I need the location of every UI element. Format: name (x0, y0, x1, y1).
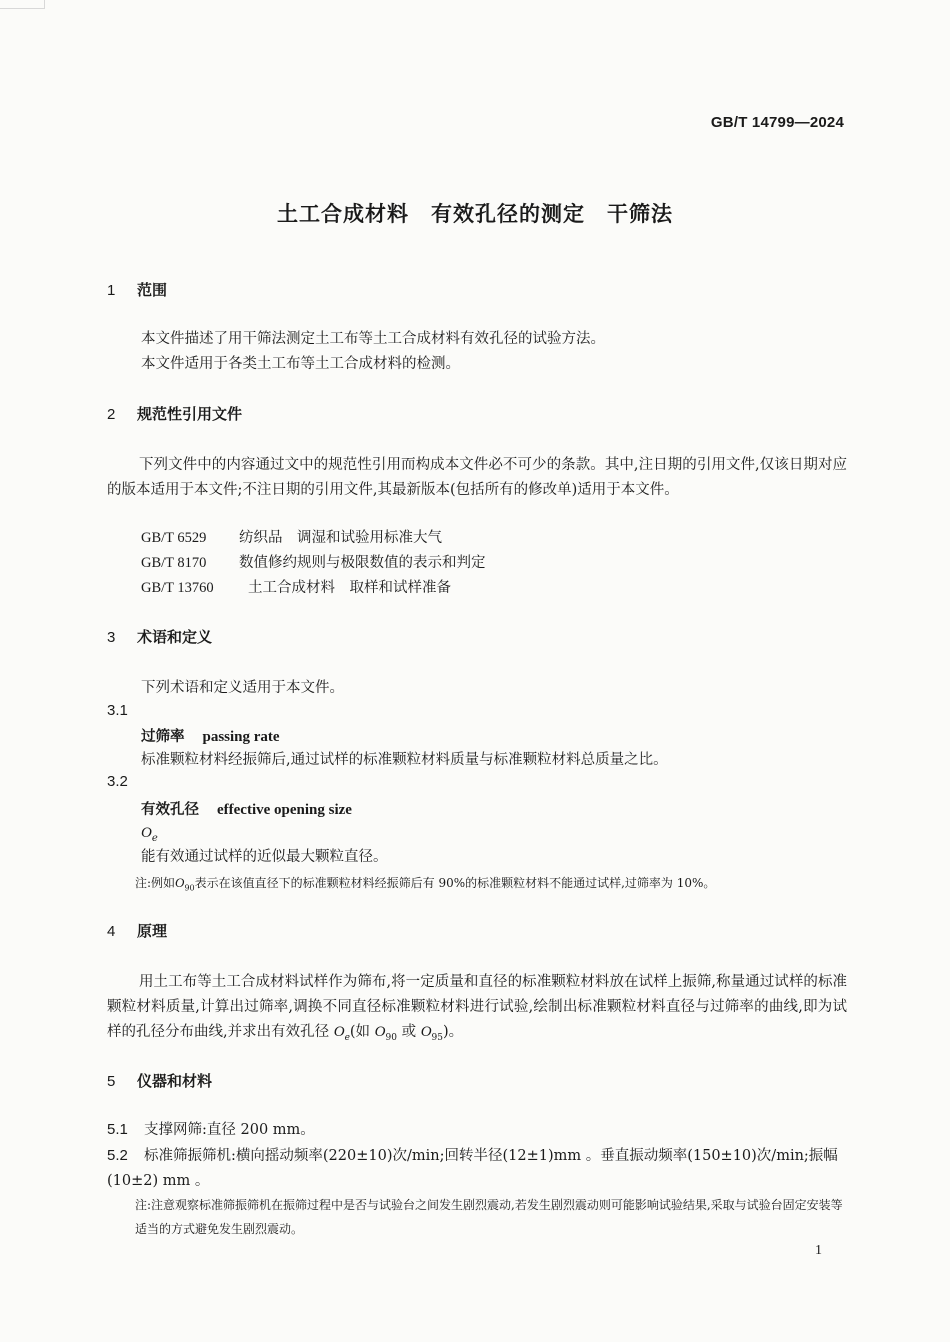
item-number: 5.1 (107, 1121, 128, 1138)
section-2-heading (107, 403, 242, 424)
symbol-letter: O (420, 1024, 432, 1040)
reference-item (141, 576, 451, 597)
section-number: 3 (107, 629, 116, 646)
section-1-heading (107, 279, 167, 300)
term-number: 3.2 (107, 773, 128, 790)
reference-code: GB/T 6529 (141, 530, 207, 546)
instrument-note: 注:注意观察标准筛振筛机在振筛过程中是否与试验台之间发生剧烈震动,若发生剧烈震动则可能影响试验结果,采取与试验台固定安装等适当的方式避免发生剧烈震动。 (135, 1198, 843, 1236)
reference-item (141, 551, 486, 572)
page-number: 1 (815, 1243, 822, 1258)
section-4-heading (107, 920, 167, 941)
reference-name: 土工合成材料 取样和试样准备 (248, 580, 451, 596)
section-title: 范围 (137, 281, 168, 299)
symbol-subscript: 90 (385, 1032, 397, 1043)
term-definition: 标准颗粒材料经振筛后,通过试样的标准颗粒材料质量与标准颗粒材料总质量之比。 (141, 752, 668, 768)
term-english: effective opening size (217, 802, 352, 818)
note-text: 注:例如 (135, 876, 176, 890)
term-english: passing rate (202, 729, 280, 745)
symbol-letter: O (374, 1024, 386, 1040)
instrument-item (107, 1143, 845, 1194)
term-number: 3.1 (107, 702, 128, 719)
symbol-letter: O (141, 825, 152, 841)
reference-code: GB/T 8170 (141, 555, 207, 571)
term-entry (141, 798, 352, 819)
note-text: 表示在该值直径下的标准颗粒材料经振筛后有 90%的标准颗粒材料不能通过试样,过筛率为 10%。 (194, 876, 716, 890)
item-text: 支撑网筛:直径 200 mm。 (144, 1122, 315, 1138)
section-5-heading (107, 1070, 212, 1091)
reference-item (141, 526, 442, 547)
section-title: 原理 (137, 922, 168, 940)
paragraph-text: (如 (349, 1024, 371, 1040)
section-4-paragraph (107, 970, 847, 1051)
note-symbol: O (175, 875, 185, 890)
section-title: 术语和定义 (137, 628, 213, 646)
section-title: 规范性引用文件 (137, 405, 243, 423)
page-corner-mark (0, 0, 45, 9)
section-1-paragraph-1: 本文件描述了用干筛法测定土工布等土工合成材料有效孔径的试验方法。 (141, 331, 605, 347)
section-1-paragraph-2: 本文件适用于各类土工布等土工合成材料的检测。 (141, 356, 460, 372)
term-chinese: 过筛率 (141, 729, 185, 745)
term-chinese: 有效孔径 (141, 802, 199, 818)
symbol-subscript: e (344, 1032, 350, 1043)
term-symbol (141, 822, 158, 844)
reference-code: GB/T 13760 (141, 580, 214, 596)
item-text: 标准筛振筛机:横向摇动频率(220±10)次/min;回转半径(12±1)mm 。垂直振动频率(150±10)次/min;振幅(10±2) mm 。 (107, 1148, 838, 1189)
section-number: 5 (107, 1073, 116, 1090)
symbol-subscript: 95 (431, 1032, 443, 1043)
reference-name: 数值修约规则与极限数值的表示和判定 (239, 555, 486, 571)
term-entry (141, 725, 280, 746)
item-number: 5.2 (107, 1147, 128, 1164)
term-definition: 能有效通过试样的近似最大颗粒直径。 (141, 849, 388, 865)
symbol-letter: O (333, 1024, 345, 1040)
section-2-paragraph: 下列文件中的内容通过文中的规范性引用而构成本文件必不可少的条款。其中,注日期的引用文件,仅该日期对应的版本适用于本文件;不注日期的引用文件,其最新版本(包括所有的修改单)适用于本文件。 (107, 457, 847, 498)
instrument-item (107, 1118, 315, 1139)
reference-name: 纺织品 调湿和试验用标准大气 (239, 530, 442, 546)
standard-number: GB/T 14799—2024 (710, 114, 844, 131)
paragraph-text: 或 (401, 1024, 417, 1040)
section-3-paragraph: 下列术语和定义适用于本文件。 (141, 680, 344, 696)
paragraph-text: 用土工布等土工合成材料试样作为筛布,将一定质量和直径的标准颗粒材料放在试样上振筛,称量通过试样的标准颗粒材料质量,计算出过筛率,调换不同直径标准颗粒材料进行试验,绘制出标准颗粒材料直径与过筛率的曲线,即为试样的孔径分布曲线,并求出有效孔径 (107, 974, 847, 1040)
section-3-heading (107, 626, 212, 647)
note-subscript: 90 (184, 883, 195, 893)
section-title: 仪器和材料 (137, 1072, 213, 1090)
term-note (135, 874, 715, 892)
section-number: 4 (107, 923, 116, 940)
document-title: 土工合成材料 有效孔径的测定 干筛法 (277, 202, 673, 226)
paragraph-text: )。 (442, 1024, 464, 1040)
section-number: 2 (107, 406, 116, 423)
symbol-subscript: e (151, 833, 158, 845)
section-number: 1 (107, 282, 116, 299)
